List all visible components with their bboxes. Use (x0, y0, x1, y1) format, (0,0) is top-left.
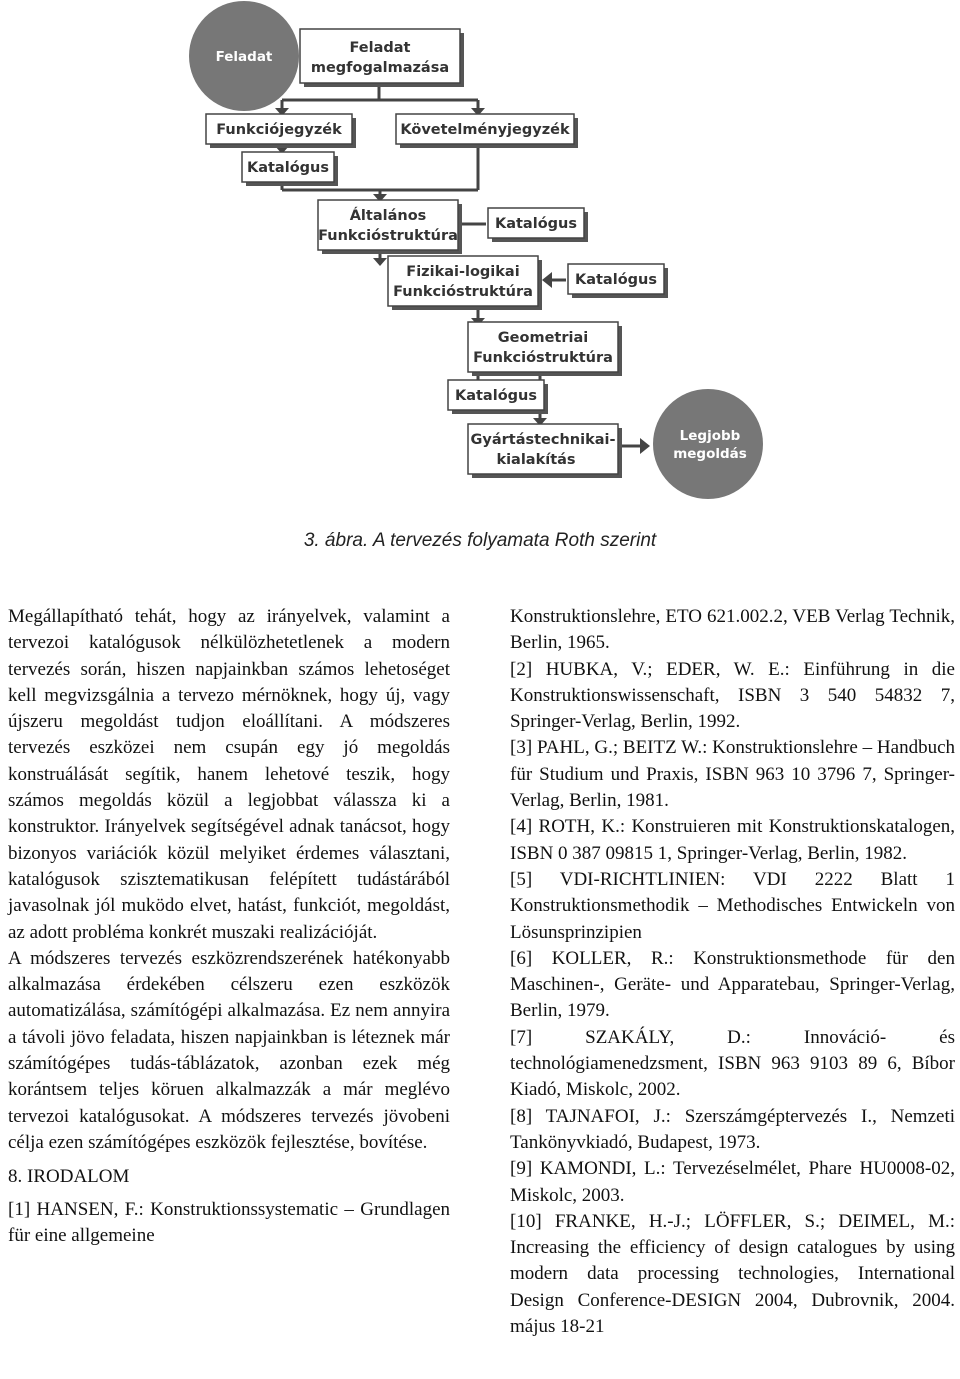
node-katalogus-4 (448, 380, 548, 414)
reference-3: [3] PAHL, G.; BEITZ W.: Konstruktionslehre – Handbuch für Studium und Praxis, ISBN 963 10 3796 7, Springer-Verlag, Berlin, 1981. (510, 737, 955, 812)
reference-5: [5] VDI-RICHTLINIEN: VDI 2222 Blatt 1 Konstruktionsmethodik – Methodisches Entwickeln von Lösunsprinzipien (510, 868, 955, 943)
reference-2: [2] HUBKA, V.; EDER, W. E.: Einführung in die Konstruktionswissenschaft, ISBN 3 540 54832 7, Springer-Verlag, Berlin, 1992. (510, 658, 955, 733)
reference-4: [4] ROTH, K.: Konstruieren mit Konstruktionskatalogen, ISBN 0 387 09815 1, Springer-Verlag, Berlin, 1982. (510, 816, 955, 864)
legjobb-megoldas-circle (653, 389, 763, 499)
node-feladat-megfogalmazasa (300, 29, 464, 87)
left-column (8, 604, 450, 1249)
figure-caption: 3. ábra. A tervezés folyamata Roth szerint (303, 530, 657, 551)
reference-8: [8] TAJNAFOI, J.: Szerszámgéptervezés I., Nemzeti Tankönyvkiadó, Budapest, 1973. (510, 1105, 955, 1153)
reference-7: [7] SZAKÁLY, D.: Innováció- és technológiamenedzsment, ISBN 963 9103 89 6, Bíbor Kiadó, Miskolc, 2002. (510, 1026, 955, 1101)
paragraph-1: Megállapítható tehát, hogy az irányelvek, valamint a tervezoi katalógusok nélkülözhetetlenek a modern tervezés során, hiszen napjainkban számos lehetoséget kell megvizsgálnia a tervezo mérnöknek, hogy új, vagy újszeru megoldást tudjon eloállítani. A módszeres tervezés eszközei nem csupán egy jó megoldás konstruálását segítik, hanem lehetové teszik, hogy számos megoldás közül a legjobbat válassza ki a konstruktor. Irányelvek segítségével adnak tanácsot, hogy bizonyos variációk közül melyiket érdemes választani, katalógusok szisztematikusan felépített tudástárából javasolnak jól muködo elvet, hatást, funkciót, megoldást, az adott probléma konkrét muszaki realizációját. (8, 606, 450, 943)
node-katalogus-2 (488, 208, 588, 242)
svg-text:megfogalmazása: megfogalmazása (310, 60, 450, 76)
svg-text:kialakítás: kialakítás (496, 452, 576, 468)
svg-text:Funkcióstruktúra: Funkcióstruktúra (393, 284, 533, 300)
node-funkciojegyzek (206, 114, 356, 148)
reference-1: [1] HANSEN, F.: Konstruktionssystematic – Grundlagen für eine allgemeine (8, 1198, 450, 1246)
reference-9: [9] KAMONDI, L.: Tervezéselmélet, Phare HU0008-02, Miskolc, 2003. (510, 1158, 955, 1206)
paragraph-2: A módszeres tervezés eszközrendszerének hatékonyabb alkalmazása érdekében célszeru ezen eszközök automatizálása, számítógépi alkalmazása. Ez nem annyira a távoli jövo feladata, hiszen napjainkban is léteznek már számítógépes tudás-táblázatok, azonban ezek még korántsem teljes köruen alkalmazzák a már meglévo tervezoi katalógusokat. A módszeres tervezés jövobeni célja ezen számítógépes eszközök fejlesztése, bovítése. (8, 947, 450, 1153)
legjobb-label-2: megoldás (673, 446, 747, 462)
reference-6: [6] KOLLER, R.: Konstruktionsmethode für den Maschinen-, Geräte- und Apparatebau, Springer-Verlag, Berlin, 1979. (510, 947, 955, 1022)
reference-10: [10] FRANKE, H.-J.; LÖFFLER, S.; DEIMEL, M.: Increasing the efficiency of design catalogues by using modern data processing technologies, International Design Conference-DESIGN 2004, Dubrovnik, 2004. május 18-21 (510, 1210, 955, 1338)
svg-text:Fizikai-logikai: Fizikai-logikai (406, 264, 520, 280)
svg-text:Katalógus: Katalógus (494, 216, 578, 232)
svg-text:Funkcióstruktúra: Funkcióstruktúra (318, 228, 458, 244)
section-heading-irodalom: 8. IRODALOM (8, 1166, 130, 1188)
svg-text:Általános: Általános (349, 208, 427, 224)
node-fizikai-logikai-funkciostruktura (388, 256, 542, 310)
node-katalogus-3 (568, 264, 668, 298)
node-katalogus-1 (242, 152, 338, 186)
node-altalanos-funkciostruktura (318, 200, 462, 254)
svg-text:Katalógus: Katalógus (454, 388, 538, 404)
svg-text:Katalógus: Katalógus (574, 272, 658, 288)
reference-1-continued: Konstruktionslehre, ETO 621.002.2, VEB Verlag Technik, Berlin, 1965. (510, 606, 955, 654)
design-process-diagram (0, 0, 960, 520)
svg-text:Funkcióstruktúra: Funkcióstruktúra (473, 350, 613, 366)
node-gyartastechnikai-kialakitas (468, 424, 622, 478)
legjobb-label-1: Legjobb (679, 428, 741, 444)
node-geometriai-funkciostruktura (468, 322, 622, 376)
svg-text:Geometriai: Geometriai (497, 330, 589, 346)
svg-text:Katalógus: Katalógus (246, 160, 330, 176)
svg-text:Követelményjegyzék: Követelményjegyzék (400, 122, 570, 138)
node-kovetelmenyjegyzek (396, 114, 578, 148)
svg-text:Gyártástechnikai-: Gyártástechnikai- (470, 432, 616, 448)
svg-text:Funkciójegyzék: Funkciójegyzék (216, 122, 342, 138)
svg-text:Feladat: Feladat (349, 40, 411, 56)
feladat-circle-label: Feladat (215, 49, 273, 65)
right-column (510, 604, 955, 1340)
